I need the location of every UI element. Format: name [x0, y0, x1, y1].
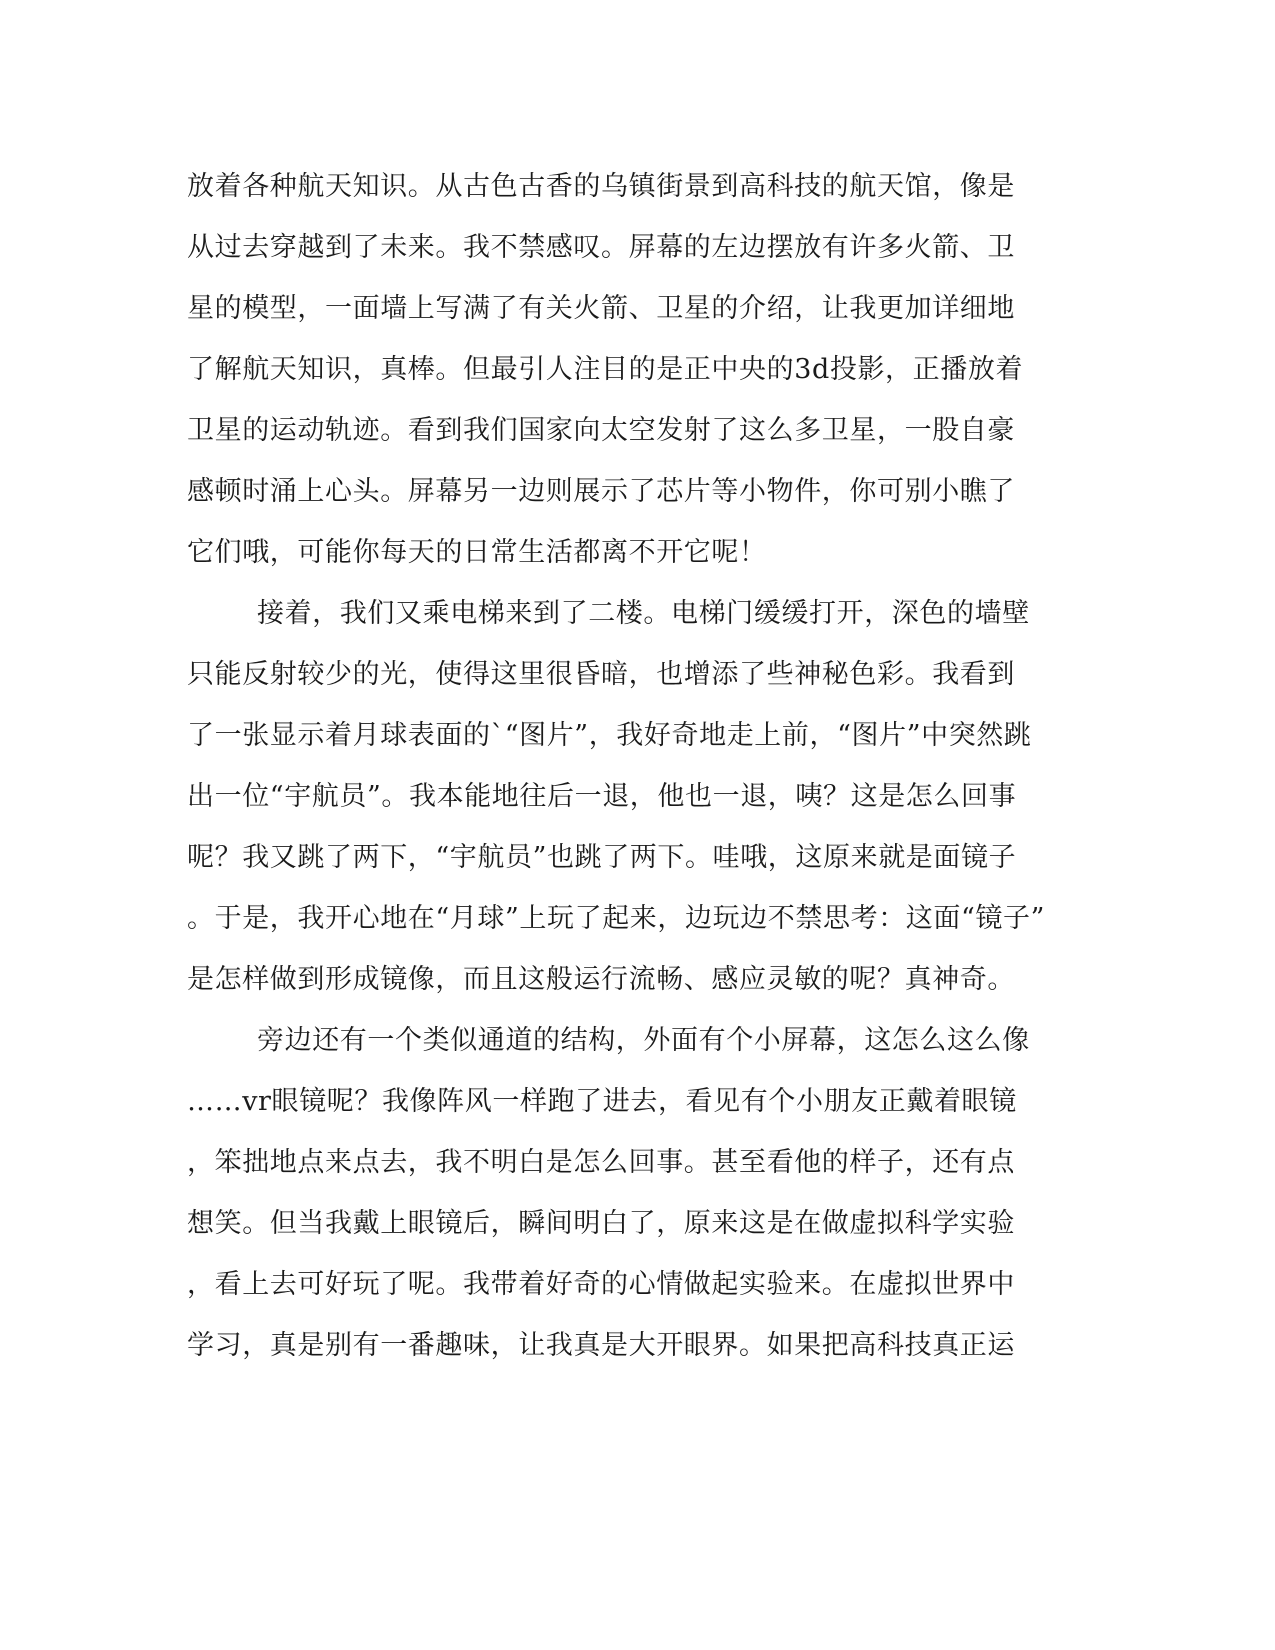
paragraph-start-line: 接着，我们又乘电梯来到了二楼。电梯门缓缓打开，深色的墙壁 [257, 598, 1030, 629]
text-line: 星的模型，一面墙上写满了有关火箭、卫星的介绍，让我更加详细地 [187, 293, 1015, 324]
text-line: 想笑。但当我戴上眼镜后，瞬间明白了，原来这是在做虚拟科学实验 [187, 1208, 1015, 1239]
body-text [187, 156, 1087, 1376]
text-line: 了一张显示着月球表面的`“图片”，我好奇地走上前，“图片”中突然跳 [187, 720, 1032, 751]
text-line: 卫星的运动轨迹。看到我们国家向太空发射了这么多卫星，一股自豪 [187, 415, 1015, 446]
text-line: 它们哦，可能你每天的日常生活都离不开它呢！ [187, 537, 767, 568]
text-line: 呢？我又跳了两下，“宇航员”也跳了两下。哇哦，这原来就是面镜子 [187, 842, 1017, 873]
text-line: 是怎样做到形成镜像，而且这般运行流畅、感应灵敏的呢？真神奇。 [187, 964, 1015, 995]
text-line: ，看上去可好玩了呢。我带着好奇的心情做起实验来。在虚拟世界中 [187, 1269, 1015, 1300]
text-line: ，笨拙地点来点去，我不明白是怎么回事。甚至看他的样子，还有点 [187, 1147, 1015, 1178]
text-line: 出一位“宇航员”。我本能地往后一退，他也一退，咦？这是怎么回事 [187, 781, 1017, 812]
paragraph-start-line: 旁边还有一个类似通道的结构，外面有个小屏幕，这怎么这么像 [257, 1025, 1030, 1056]
text-line: 放着各种航天知识。从古色古香的乌镇街景到高科技的航天馆，像是 [187, 171, 1015, 202]
text-line: 。于是，我开心地在“月球”上玩了起来，边玩边不禁思考：这面“镜子” [187, 903, 1046, 934]
text-line: 了解航天知识，真棒。但最引人注目的是正中央的3d投影，正播放着 [187, 354, 1024, 385]
text-line: 感顿时涌上心头。屏幕另一边则展示了芯片等小物件，你可别小瞧了 [187, 476, 1015, 507]
text-line: 从过去穿越到了未来。我不禁感叹。屏幕的左边摆放有许多火箭、卫 [187, 232, 1015, 263]
text-line: 学习，真是别有一番趣味，让我真是大开眼界。如果把高科技真正运 [187, 1330, 1015, 1361]
text-line: ……vr眼镜呢？我像阵风一样跑了进去，看见有个小朋友正戴着眼镜 [187, 1086, 1017, 1117]
text-line: 只能反射较少的光，使得这里很昏暗，也增添了些神秘色彩。我看到 [187, 659, 1015, 690]
